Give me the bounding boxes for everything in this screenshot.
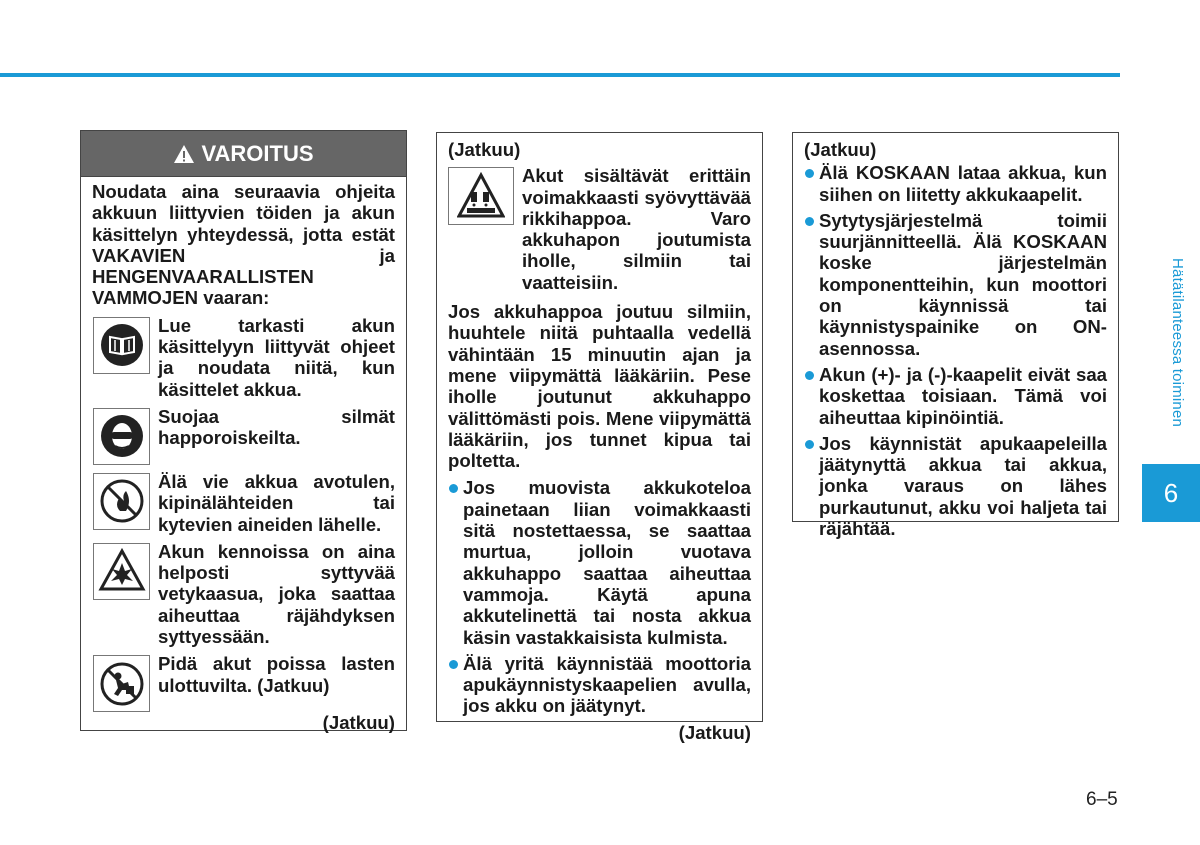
manual-book-icon <box>98 321 146 369</box>
list-item: Jos muovista akkukoteloa painetaan liian voimakkaasti sitä nostettaessa, se saattaa murtua, jolloin vuotava akkuhappo saattaa aiheuttaa vammoja. Käytä apuna akkutelinettä tai nosta akkua käsin vastakkaisista kulmista. <box>448 477 751 647</box>
warning-title: VAROITUS <box>201 140 314 166</box>
acid-warning-text: Akut sisältävät erittäin voimakkaasti syövyttävää rikkihappoa. Varo akkuhapon joutumista iholle, silmiin tai vaatteisiin. <box>522 165 751 293</box>
list-item-text: Suojaa silmät happoroiskeilta. <box>158 405 395 449</box>
bullet-list <box>448 477 751 716</box>
warning-header <box>81 131 406 177</box>
bullet-list <box>804 162 1107 539</box>
warning-box <box>80 130 407 734</box>
warning-triangle-icon <box>173 144 195 164</box>
chapter-tab: 6 <box>1142 464 1200 522</box>
eye-protection-icon <box>98 412 146 460</box>
list-item <box>81 315 406 400</box>
list-item-text: Älä vie akkua avotulen, kipinälähteiden tai kytevien aineiden lähelle. <box>158 470 395 535</box>
warning-box-continued <box>792 132 1119 540</box>
list-item: Akun (+)- ja (-)-kaapelit eivät saa koskettaa toisiaan. Tämä voi aiheuttaa kipinöintiä. <box>804 364 1107 428</box>
list-item <box>81 406 406 465</box>
no-open-flame-icon <box>98 477 146 525</box>
header-rule <box>0 73 1120 77</box>
corrosive-acid-icon <box>457 172 505 220</box>
list-item-text: Pidä akut poissa lasten ulottuvilta. (Jatkuu) <box>158 653 395 696</box>
warning-intro: Noudata aina seuraavia ohjeita akkuun liittyvien töiden ja akun käsittelyn yhteydessä, jotta estät VAKAVIEN ja HENGENVAARALLISTEN VAMMOJEN vaaran: <box>92 181 395 309</box>
list-item-text: Lue tarkasti akun käsittelyyn liittyvät ohjeet ja noudata niitä, kun käsittelet akkua. <box>158 314 395 400</box>
list-item-text: Akun kennoissa on aina helposti syttyvää vetykaasua, joka saattaa aiheuttaa räjähdyksen syttyessään. <box>158 540 395 648</box>
list-item <box>81 653 406 712</box>
warning-box-continued <box>436 132 763 743</box>
list-item <box>81 541 406 647</box>
continued-label: (Jatkuu) <box>322 712 395 734</box>
list-item <box>448 165 751 293</box>
acid-paragraph: Jos akkuhappoa joutuu silmiin, huuhtele niitä puhtaalla vedellä vähintään 15 minuutin ajan ja mene viipymättä lääkäriin. Pese iholle joutunut akkuhappo välittömästi pois. Mene viipymättä lääkäriin, jos tunnet kipua tai poltetta. <box>448 301 751 472</box>
list-item: Jos käynnistät apukaapeleilla jäätynyttä akkua tai akkua, jonka varaus on lähes purkautunut, akku voi haljeta tai räjähtää. <box>804 433 1107 539</box>
section-title: Hätätilanteessa toiminen <box>1169 258 1186 428</box>
list-item <box>81 471 406 535</box>
continued-heading: (Jatkuu) <box>804 139 877 160</box>
continued-heading: (Jatkuu) <box>448 139 521 160</box>
page-number: 6–5 <box>1086 789 1118 810</box>
explosive-hazard-icon <box>98 547 146 595</box>
list-item: Älä KOSKAAN lataa akkua, kun siihen on liitetty akkukaapelit. <box>804 162 1107 205</box>
list-item: Älä yritä käynnistää moottoria apukäynnistyskaapelien avulla, jos akku on jäätynyt. <box>448 653 751 717</box>
list-item: Sytytysjärjestelmä toimii suurjännitteellä. Älä KOSKAAN koske järjestelmän komponentteihin, kun moottori on käynnissä tai käynnistyspainike on ON-asennossa. <box>804 210 1107 359</box>
keep-away-children-icon <box>98 660 146 708</box>
continued-label: (Jatkuu) <box>678 721 751 743</box>
